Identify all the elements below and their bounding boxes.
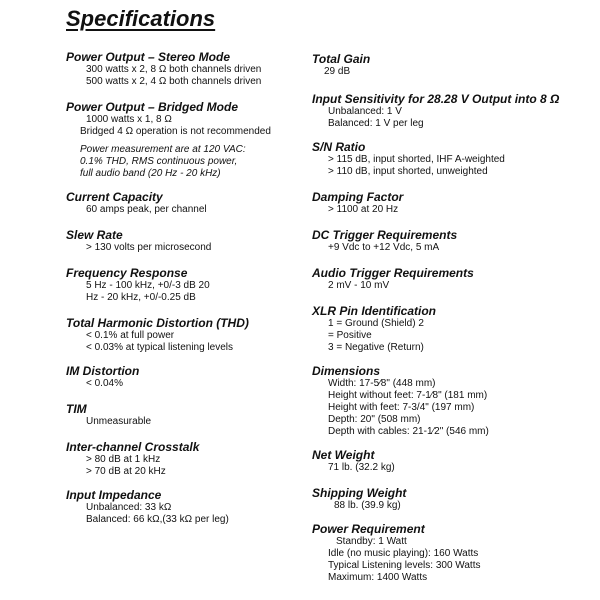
spec-value: = Positive <box>328 330 372 341</box>
spec-value: 500 watts x 2, 4 Ω both channels driven <box>86 76 262 87</box>
spec-heading: Shipping Weight <box>312 486 407 500</box>
spec-value: < 0.03% at typical listening levels <box>86 342 234 353</box>
note-line: full audio band (20 Hz - 20 kHz) <box>80 168 221 179</box>
spec-heading: Total Harmonic Distortion (THD) <box>66 316 249 330</box>
spec-value: > 80 dB at 1 kHz <box>86 454 161 465</box>
spec-value: Standby: 1 Watt <box>336 536 407 547</box>
spec-heading: Inter-channel Crosstalk <box>66 440 200 454</box>
spec-heading: Power Requirement <box>312 522 425 536</box>
spec-thd <box>66 316 296 354</box>
spec-input-impedance <box>66 488 296 526</box>
spec-heading: Dimensions <box>312 364 381 378</box>
spec-heading: Input Impedance <box>66 488 162 502</box>
spec-value: Width: 17-5⁄8" (448 mm) <box>328 378 436 389</box>
spec-value: Height without feet: 7-1⁄8" (181 mm) <box>328 390 488 401</box>
spec-value: 300 watts x 2, 8 Ω both channels driven <box>86 64 262 75</box>
spec-value: 3 = Negative (Return) <box>328 342 424 353</box>
spec-value: Unbalanced: 33 kΩ <box>86 502 172 513</box>
spec-heading: Slew Rate <box>66 228 123 242</box>
spec-value: Depth with cables: 21-1⁄2" (546 mm) <box>328 426 489 437</box>
spec-heading: Audio Trigger Requirements <box>312 266 474 280</box>
spec-value: +9 Vdc to +12 Vdc, 5 mA <box>328 242 440 253</box>
spec-value: 2 mV - 10 mV <box>328 280 390 291</box>
spec-value: 88 lb. (39.9 kg) <box>334 500 401 511</box>
spec-frequency-response <box>66 266 296 304</box>
spec-heading: S/N Ratio <box>312 140 366 154</box>
spec-shipping-weight <box>312 486 592 512</box>
spec-xlr-pin <box>312 304 592 354</box>
spec-power-requirement <box>312 522 592 584</box>
spec-value: Balanced: 66 kΩ,(33 kΩ per leg) <box>86 514 229 525</box>
spec-power-output-stereo <box>66 50 296 88</box>
spec-value: 1 = Ground (Shield) 2 <box>328 318 424 329</box>
spec-total-gain <box>312 52 592 78</box>
spec-heading: Net Weight <box>312 448 375 462</box>
spec-dimensions <box>312 364 592 438</box>
spec-value: > 70 dB at 20 kHz <box>86 466 166 477</box>
spec-value: 5 Hz - 100 kHz, +0/-3 dB 20 <box>86 280 210 291</box>
note-line: 0.1% THD, RMS continuous power, <box>80 156 238 167</box>
spec-heading: Power Output – Stereo Mode <box>66 50 231 64</box>
spec-power-output-bridged <box>66 100 296 138</box>
spec-heading: Power Output – Bridged Mode <box>66 100 239 114</box>
spec-value: 1000 watts x 1, 8 Ω <box>86 114 172 125</box>
spec-value: > 130 volts per microsecond <box>86 242 212 253</box>
spec-dc-trigger <box>312 228 592 254</box>
spec-value: > 115 dB, input shorted, IHF A-weighted <box>328 154 505 165</box>
page-title: Specifications <box>66 6 216 31</box>
spec-value: Unmeasurable <box>86 416 152 427</box>
spec-slew-rate <box>66 228 296 254</box>
spec-value: 29 dB <box>324 66 351 77</box>
spec-heading: Frequency Response <box>66 266 188 280</box>
spec-value: < 0.04% <box>86 378 123 389</box>
spec-net-weight <box>312 448 592 474</box>
spec-measurement-note <box>66 144 296 180</box>
spec-damping-factor <box>312 190 592 216</box>
spec-value: Unbalanced: 1 V <box>328 106 402 117</box>
spec-value: Idle (no music playing): 160 Watts <box>328 548 479 559</box>
spec-value: Depth: 20" (508 mm) <box>328 414 421 425</box>
spec-current-capacity <box>66 190 296 216</box>
spec-heading: Total Gain <box>312 52 371 66</box>
note-line: Power measurement are at 120 VAC: <box>80 144 246 155</box>
spec-value: > 110 dB, input shorted, unweighted <box>328 166 488 177</box>
spec-heading: IM Distortion <box>66 364 140 378</box>
spec-input-sensitivity <box>312 92 592 130</box>
spec-value: 60 amps peak, per channel <box>86 204 207 215</box>
spec-value: Height with feet: 7-3/4" (197 mm) <box>328 402 475 413</box>
spec-value: < 0.1% at full power <box>86 330 175 341</box>
spec-heading: Input Sensitivity for 28.28 V Output into 8 Ω <box>312 92 560 106</box>
spec-heading: Current Capacity <box>66 190 163 204</box>
spec-value: Typical Listening levels: 300 Watts <box>328 560 481 571</box>
spec-sn-ratio <box>312 140 592 178</box>
spec-heading: Damping Factor <box>312 190 404 204</box>
spec-value: Balanced: 1 V per leg <box>328 118 424 129</box>
spec-value: Bridged 4 Ω operation is not recommended <box>80 126 271 137</box>
spec-heading: XLR Pin Identification <box>312 304 437 318</box>
spec-value: Hz - 20 kHz, +0/-0.25 dB <box>86 292 196 303</box>
spec-crosstalk <box>66 440 296 478</box>
spec-value: Maximum: 1400 Watts <box>328 572 428 583</box>
spec-value: 71 lb. (32.2 kg) <box>328 462 395 473</box>
spec-tim <box>66 402 296 428</box>
spec-heading: DC Trigger Requirements <box>312 228 458 242</box>
spec-value: > 1100 at 20 Hz <box>328 204 399 215</box>
spec-heading: TIM <box>66 402 87 416</box>
spec-audio-trigger <box>312 266 592 292</box>
spec-im-distortion <box>66 364 296 390</box>
